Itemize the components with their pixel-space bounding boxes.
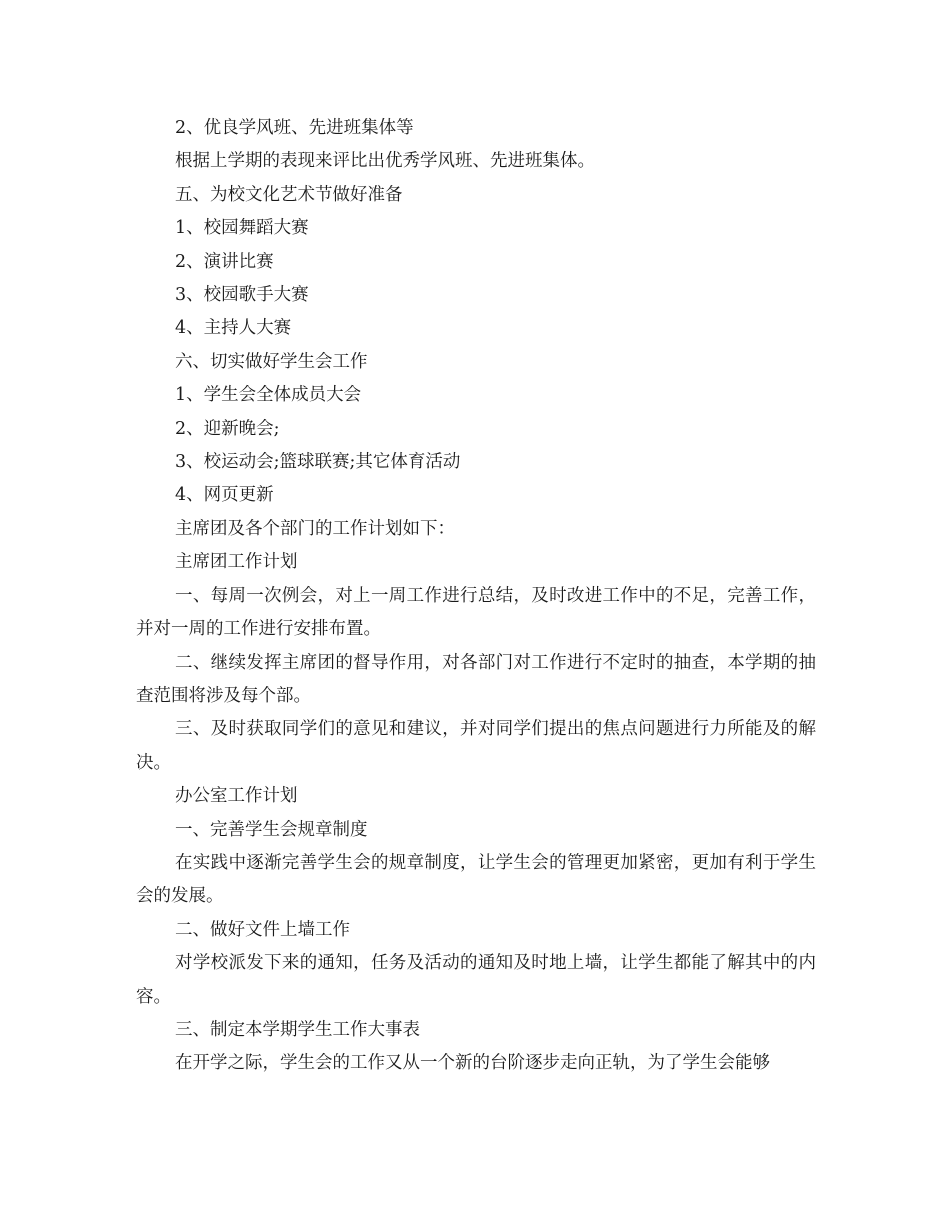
list-item: 3、校运动会;篮球联赛;其它体育活动: [175, 452, 461, 473]
list-item: 4、网页更新: [175, 485, 274, 506]
paragraph: 三、及时获取同学们的意见和建议，并对同学们提出的焦点问题进行力所能及的解决。: [136, 719, 816, 773]
section-heading: 主席团工作计划: [175, 552, 298, 573]
paragraph: 对学校派发下来的通知，任务及活动的通知及时地上墙，让学生都能了解其中的内容。: [136, 953, 816, 1007]
paragraph: 二、继续发挥主席团的督导作用，对各部门对工作进行不定时的抽查，本学期的抽查范围将涉及每个部。: [136, 652, 816, 706]
list-item: 1、校园舞蹈大赛: [175, 218, 309, 239]
section-heading: 五、为校文化艺术节做好准备: [175, 184, 403, 205]
paragraph: 2、优良学风班、先进班集体等: [175, 118, 414, 138]
paragraph: 一、每周一次例会，对上一周工作进行总结，及时改进工作中的不足，完善工作，并对一周的工作进行安排布置。: [136, 585, 816, 640]
list-item: 二、做好文件上墙工作: [175, 919, 350, 940]
paragraph: 在开学之际，学生会的工作又从一个新的台阶逐步走向正轨，为了学生会能够: [175, 1053, 770, 1074]
list-item: 3、校园歌手大赛: [175, 285, 309, 306]
paragraph: 主席团及各个部门的工作计划如下：: [175, 518, 455, 539]
document-body: [136, 112, 816, 1081]
section-heading: 办公室工作计划: [175, 786, 298, 807]
section-heading: 六、切实做好学生会工作: [175, 351, 368, 372]
paragraph: 在实践中逐渐完善学生会的规章制度，让学生会的管理更加紧密，更加有利于学生会的发展。: [136, 852, 816, 907]
list-item: 一、完善学生会规章制度: [175, 819, 368, 840]
list-item: 4、主持人大赛: [175, 318, 292, 339]
list-item: 2、演讲比赛: [175, 251, 274, 272]
list-item: 三、制定本学期学生工作大事表: [175, 1019, 420, 1040]
list-item: 2、迎新晚会;: [175, 418, 280, 439]
paragraph: 根据上学期的表现来评比出优秀学风班、先进班集体。: [175, 151, 595, 172]
list-item: 1、学生会全体成员大会: [175, 385, 362, 406]
